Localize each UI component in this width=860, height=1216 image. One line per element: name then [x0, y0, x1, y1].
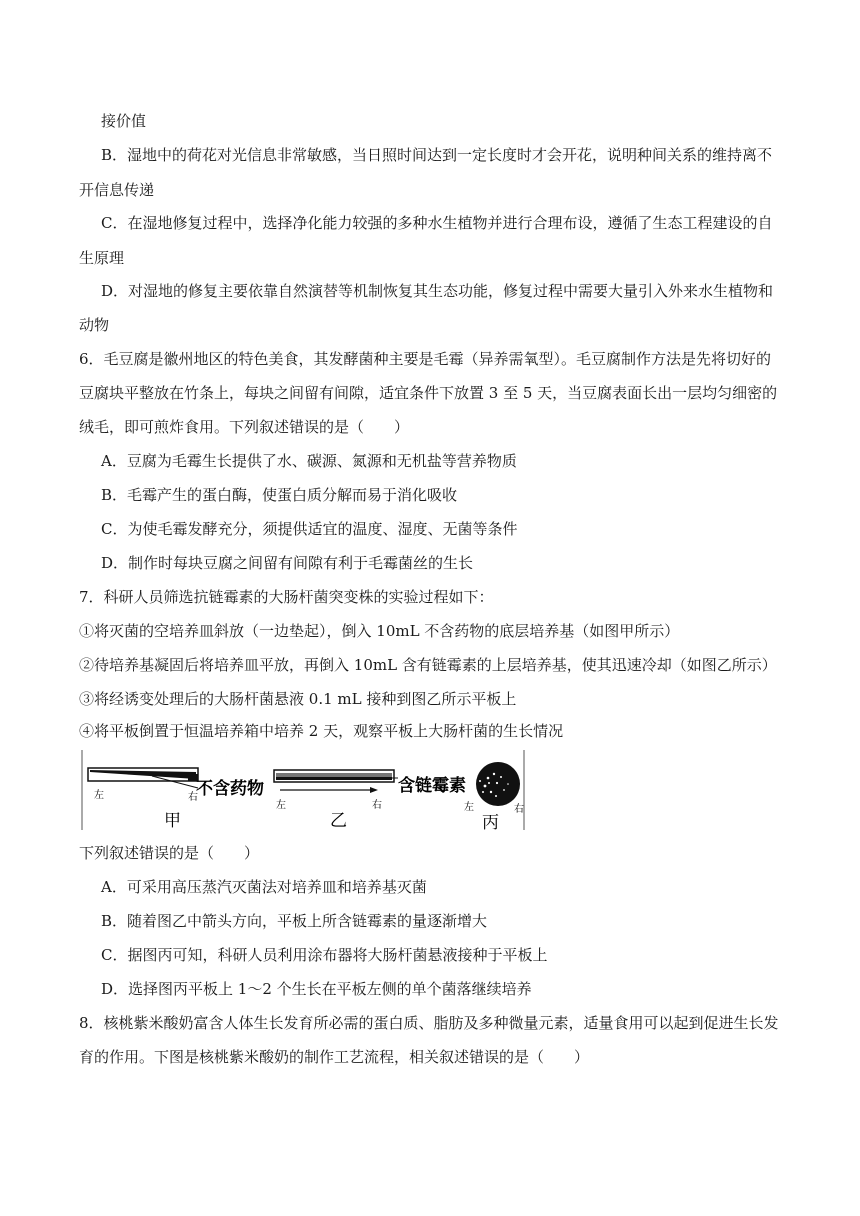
- panel-yi-label: 乙: [330, 811, 347, 831]
- q6-stem-line3: 绒毛，即可煎炸食用。下列叙述错误的是（ ）: [79, 418, 410, 436]
- q5-option-b-continuation: 开信息传递: [79, 181, 155, 199]
- q7-option-b: B．随着图乙中箭头方向，平板上所含链霉素的量逐渐增大: [101, 912, 488, 930]
- q5-option-c: C．在湿地修复过程中，选择净化能力较强的多种水生植物并进行合理布设，遵循了生态工程建设的自: [101, 214, 773, 232]
- q7-step3: ③将经诱变处理后的大肠杆菌悬液 0.1 mL 接种到图乙所示平板上: [79, 690, 517, 708]
- q7-step1: ①将灭菌的空培养皿斜放（一边垫起），倒入 10mL 不含药物的底层培养基（如图甲所示）: [79, 622, 680, 640]
- label-no-drug: 不含药物: [196, 779, 264, 799]
- panel-yi-dish: [274, 770, 398, 793]
- q7-stem: 7．科研人员筛选抗链霉素的大肠杆菌突变株的实验过程如下：: [79, 588, 494, 606]
- yi-left-label: 左: [276, 800, 286, 811]
- q7-option-d: D．选择图丙平板上 1～2 个生长在平板左侧的单个菌落继续培养: [101, 980, 532, 998]
- panel-jia-dish: [88, 768, 198, 788]
- q5-option-c-continuation: 生原理: [79, 249, 125, 267]
- q5-option-d-continuation: 动物: [79, 316, 110, 334]
- q5-option-a-continuation: 接价值: [101, 112, 147, 130]
- q8-stem-line1: 8．核桃紫米酸奶富含人体生长发育所必需的蛋白质、脂肪及多种微量元素，适量食用可以起到促进生长发: [79, 1014, 779, 1032]
- q5-option-d: D．对湿地的修复主要依靠自然演替等机制恢复其生态功能，修复过程中需要大量引入外来水生植物和: [101, 282, 774, 300]
- q6-option-b: B．毛霉产生的蛋白酶，使蛋白质分解而易于消化吸收: [101, 486, 458, 504]
- yi-right-label: 右: [372, 800, 382, 811]
- q6-stem-line2: 豆腐块平整放在竹条上，每块之间留有间隙，适宜条件下放置 3 至 5 天，当豆腐表面长出一层均匀细密的: [79, 384, 778, 402]
- bing-left-label: 左: [464, 802, 474, 813]
- panel-bing-label: 丙: [482, 813, 499, 832]
- jia-right-label: 右: [188, 792, 198, 803]
- q8-stem-line2: 育的作用。下图是核桃紫米酸奶的制作工艺流程，相关叙述错误的是（ ）: [79, 1048, 590, 1066]
- bing-right-label: 右: [514, 804, 524, 815]
- panel-bing-plate: [476, 762, 520, 806]
- jia-left-label: 左: [94, 790, 104, 801]
- label-streptomycin: 含链霉素: [398, 776, 466, 796]
- q7-figure: [80, 748, 526, 832]
- q5-option-b: B．湿地中的荷花对光信息非常敏感，当日照时间达到一定长度时才会开花，说明种间关系的维持离不: [101, 146, 773, 164]
- q6-option-a: A．豆腐为毛霉生长提供了水、碳源、氮源和无机盐等营养物质: [101, 452, 517, 470]
- q6-option-c: C．为使毛霉发酵充分，须提供适宜的温度、湿度、无菌等条件: [101, 520, 518, 538]
- q7-step4: ④将平板倒置于恒温培养箱中培养 2 天，观察平板上大肠杆菌的生长情况: [79, 722, 564, 740]
- q6-stem-line1: 6．毛豆腐是徽州地区的特色美食，其发酵菌种主要是毛霉（异养需氧型）。毛豆腐制作方法是先将切好的: [79, 350, 772, 368]
- q7-option-c: C．据图丙可知，科研人员利用涂布器将大肠杆菌悬液接种于平板上: [101, 946, 548, 964]
- q7-question: 下列叙述错误的是（ ）: [79, 844, 260, 862]
- q6-option-d: D．制作时每块豆腐之间留有间隙有利于毛霉菌丝的生长: [101, 554, 474, 572]
- q7-option-a: A．可采用高压蒸汽灭菌法对培养皿和培养基灭菌: [101, 878, 427, 896]
- q7-step2: ②待培养基凝固后将培养皿平放，再倒入 10mL 含有链霉素的上层培养基，使其迅速冷却（如图乙所示）: [79, 656, 777, 674]
- panel-jia-label: 甲: [164, 811, 181, 831]
